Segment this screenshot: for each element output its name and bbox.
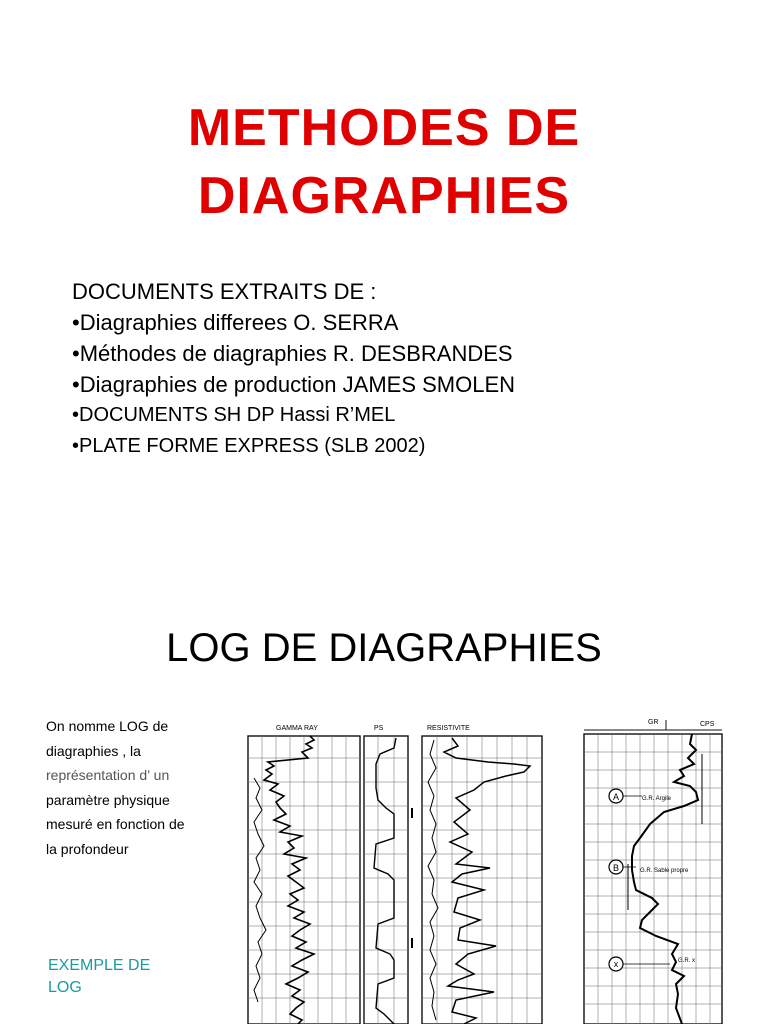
title-line-1: METHODES DE	[187, 99, 581, 157]
source-item: •PLATE FORME EXPRESS (SLB 2002)	[72, 435, 426, 457]
well-log-figure	[244, 718, 560, 1024]
definition-line: la profondeur	[46, 840, 129, 857]
definition-line: diagraphies , la	[46, 742, 141, 759]
definition-line: paramètre physique	[46, 791, 170, 808]
track-label-resistivite: RESISTIVITE	[427, 725, 470, 732]
zone-marker-b-label: B	[612, 863, 620, 873]
gamma-ray-curve-2	[254, 778, 266, 1002]
gr-curve	[632, 734, 698, 1024]
definition-line: On nomme LOG de	[46, 718, 169, 734]
annotation-argile: G.R. Argile	[642, 796, 672, 802]
sources-list	[72, 276, 712, 462]
sources-heading: DOCUMENTS EXTRAITS DE :	[72, 279, 377, 304]
annotation-gr-x: G.R. x	[678, 958, 696, 964]
definition-line: représentation d’ un	[46, 767, 170, 783]
header-label-cps: CPS	[700, 721, 715, 728]
source-item: •DOCUMENTS SH DP Hassi R’MEL	[72, 404, 396, 426]
slide-title	[0, 94, 768, 230]
track-label-gamma-ray: GAMMA RAY	[276, 725, 318, 732]
definition-text	[46, 714, 226, 861]
title-line-2: DIAGRAPHIES	[197, 167, 571, 225]
zone-marker-x-label: x	[613, 959, 619, 969]
gamma-ray-curve	[264, 736, 314, 1024]
source-item: •Diagraphies differees O. SERRA	[72, 310, 399, 335]
example-link-line: LOG	[48, 979, 82, 996]
ps-curve	[374, 738, 396, 1024]
track-label-ps: PS	[374, 725, 384, 732]
source-item: •Diagraphies de production JAMES SMOLEN	[72, 372, 516, 397]
interpreted-gr-log-figure	[580, 714, 728, 1024]
example-link-line: EXEMPLE DE	[48, 957, 151, 974]
source-item: •Méthodes de diagraphies R. DESBRANDES	[72, 341, 513, 366]
annotation-sable-propre: G.R. Sable propre	[640, 868, 689, 874]
gr-track	[584, 734, 722, 1024]
section-title: LOG DE DIAGRAPHIES	[166, 626, 602, 670]
gr-grid-lines	[584, 734, 722, 1024]
resistivite-curve	[444, 738, 530, 1024]
definition-line: mesuré en fonction de	[46, 816, 185, 832]
zone-marker-a-label: A	[612, 792, 620, 802]
header-label-gr: GR	[648, 719, 659, 726]
example-log-link[interactable]	[48, 955, 188, 999]
